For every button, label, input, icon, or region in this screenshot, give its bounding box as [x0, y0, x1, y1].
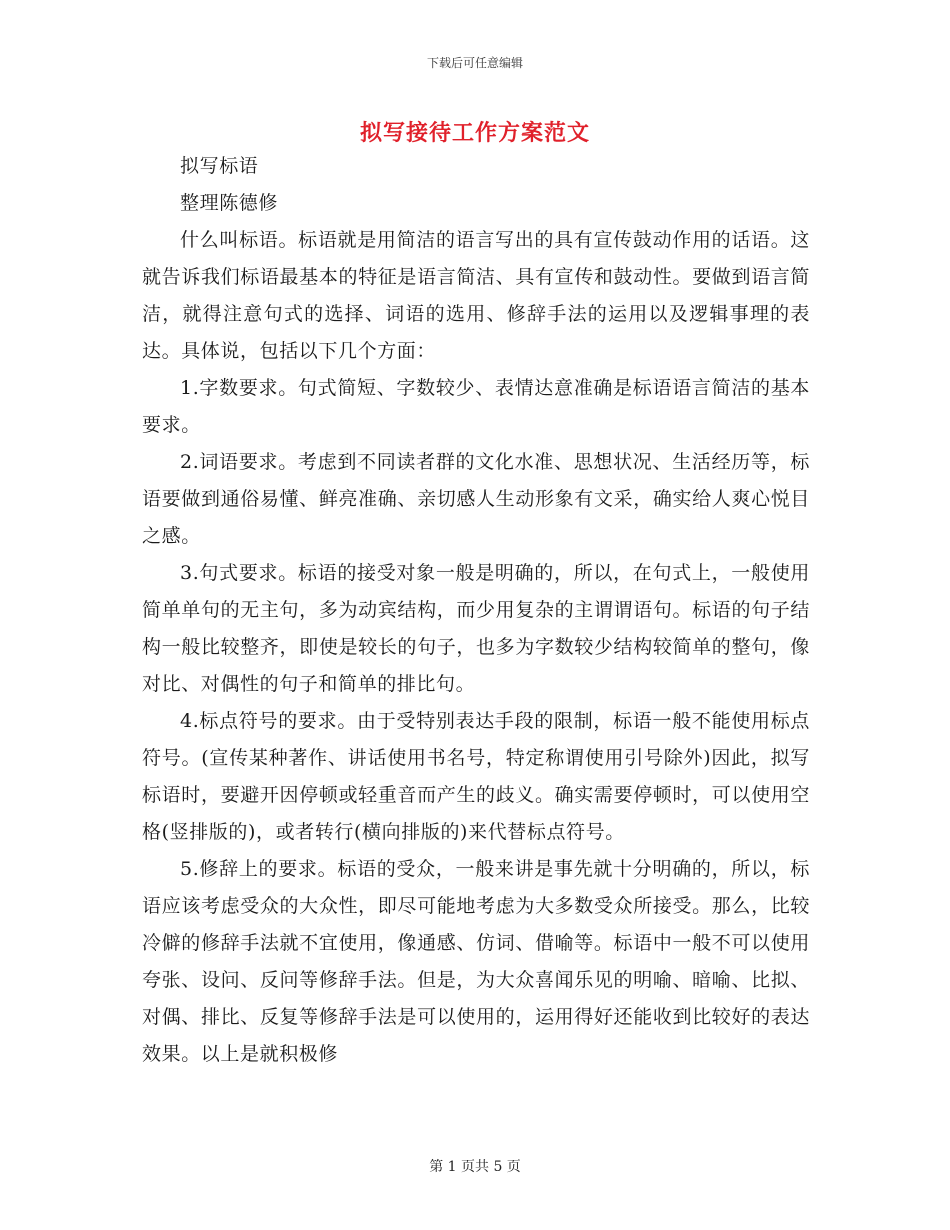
paragraph: 什么叫标语。标语就是用简洁的语言写出的具有宣传鼓动作用的话语。这就告诉我们标语最基本的特征是语言简洁、具有宣传和鼓动性。要做到语言简洁，就得注意句式的选择、词语的选用、修辞手法的运用以及逻辑事理的表达。具体说，包括以下几个方面：	[142, 229, 810, 362]
document-body	[142, 148, 810, 1073]
paragraph: 4.标点符号的要求。由于受特别表达手段的限制，标语一般不能使用标点符号。(宣传某种著作、讲话使用书名号，特定称谓使用引号除外)因此，拟写标语时，要避开因停顿或轻重音而产生的歧义。确实需要停顿时，可以使用空格(竖排版的)，或者转行(横向排版的)来代替标点符号。	[142, 710, 810, 843]
page-header: 下载后可任意编辑	[426, 56, 523, 70]
page-footer: 第 1 页共 5 页	[429, 1159, 521, 1175]
paragraph: 整理陈德修	[180, 192, 279, 214]
paragraph: 1.字数要求。句式简短、字数较少、表情达意准确是标语语言简洁的基本要求。	[142, 377, 810, 436]
paragraph: 3.句式要求。标语的接受对象一般是明确的，所以，在句式上，一般使用简单单句的无主句，多为动宾结构，而少用复杂的主谓谓语句。标语的句子结构一般比较整齐，即使是较长的句子，也多为字数较少结构较简单的整句，像对比、对偶性的句子和简单的排比句。	[142, 562, 810, 695]
paragraph: 拟写标语	[180, 155, 259, 177]
document-title: 拟写接待工作方案范文	[359, 120, 590, 146]
paragraph: 5.修辞上的要求。标语的受众，一般来讲是事先就十分明确的，所以，标语应该考虑受众的大众性，即尽可能地考虑为大多数受众所接受。那么，比较冷僻的修辞手法就不宜使用，像通感、仿词、借喻等。标语中一般不可以使用夸张、设问、反问等修辞手法。但是，为大众喜闻乐见的明喻、暗喻、比拟、对偶、排比、反复等修辞手法是可以使用的，运用得好还能收到比较好的表达效果。以上是就积极修	[142, 858, 810, 1065]
paragraph: 2.词语要求。考虑到不同读者群的文化水准、思想状况、生活经历等，标语要做到通俗易懂、鲜亮准确、亲切感人生动形象有文采，确实给人爽心悦目之感。	[142, 451, 810, 547]
